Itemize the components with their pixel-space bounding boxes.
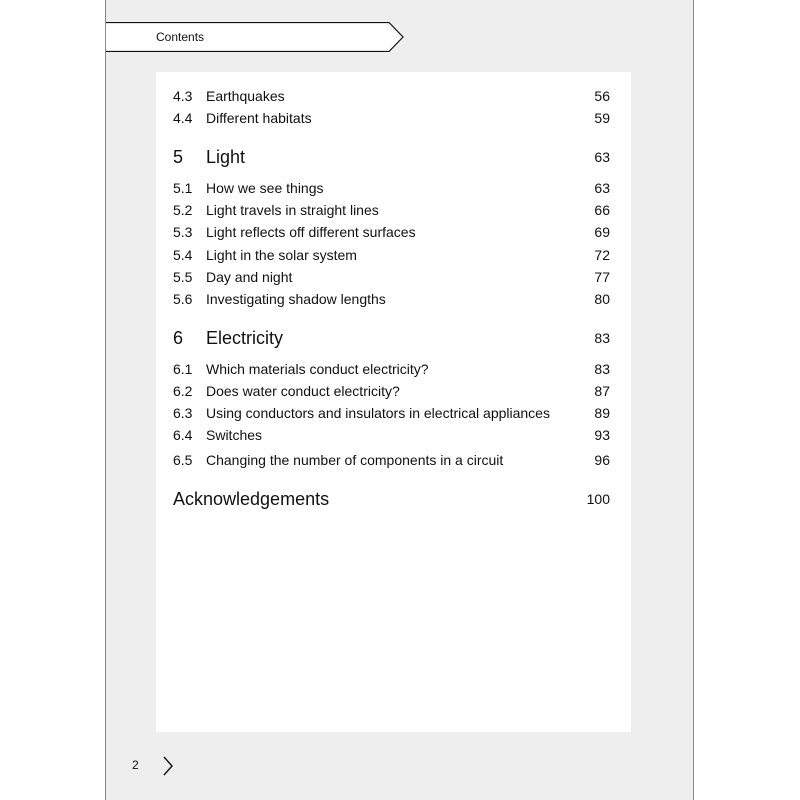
section-page: 69 (594, 224, 610, 240)
section-title: Different habitats (206, 110, 312, 126)
toc-entry[interactable] (173, 267, 610, 287)
section-number: 5.2 (173, 202, 193, 218)
section-page: 66 (594, 202, 610, 218)
chapter-heading-light[interactable] (173, 145, 610, 169)
section-page: 87 (594, 383, 610, 399)
chapter-heading-electricity[interactable] (173, 326, 610, 350)
section-page: 80 (594, 291, 610, 307)
section-number: 5.5 (173, 269, 193, 285)
chapter-title: Electricity (206, 328, 284, 348)
section-page: 72 (594, 247, 610, 263)
tab-arrow-shape (106, 22, 406, 52)
chapter-title: Light (206, 147, 246, 167)
section-number: 6.4 (173, 427, 193, 443)
toc-entry[interactable] (173, 289, 610, 309)
toc-entry[interactable] (173, 222, 610, 242)
section-page: 89 (594, 405, 610, 421)
section-title: Day and night (206, 269, 293, 285)
chapter-page: 83 (594, 330, 610, 346)
footer-page-number: 2 (132, 758, 139, 772)
toc-entry[interactable] (173, 200, 610, 220)
chevron-right-icon[interactable] (161, 755, 175, 777)
toc-entry[interactable] (173, 86, 610, 106)
section-title: Switches (206, 427, 263, 443)
toc-entry[interactable] (173, 450, 610, 470)
toc-entry[interactable] (173, 245, 610, 265)
section-number: 6.2 (173, 383, 193, 399)
section-title: Which materials conduct electricity? (206, 361, 429, 377)
section-title: Changing the number of components in a circuit (206, 452, 504, 468)
acknowledgements-title: Acknowledgements (173, 489, 330, 509)
section-number: 5.4 (173, 247, 193, 263)
section-number: 6.3 (173, 405, 193, 421)
acknowledgements-page: 100 (586, 491, 610, 507)
section-title: Does water conduct electricity? (206, 383, 400, 399)
section-page: 77 (594, 269, 610, 285)
contents-tab[interactable] (106, 22, 406, 52)
section-number: 4.4 (173, 110, 193, 126)
toc-entry[interactable] (173, 108, 610, 128)
section-page: 56 (594, 88, 610, 104)
section-number: 6.5 (173, 452, 193, 468)
section-page: 63 (594, 180, 610, 196)
section-title: Investigating shadow lengths (206, 291, 386, 307)
section-number: 5.6 (173, 291, 193, 307)
toc-entry[interactable] (173, 425, 610, 445)
section-page: 83 (594, 361, 610, 377)
section-title: Using conductors and insulators in electrical appliances (206, 405, 550, 421)
chapter-number: 6 (173, 328, 184, 348)
section-number: 4.3 (173, 88, 193, 104)
section-title: Light in the solar system (206, 247, 357, 263)
chapter-number: 5 (173, 147, 184, 167)
chapter-page: 63 (594, 149, 610, 165)
section-title: Earthquakes (206, 88, 285, 104)
section-page: 59 (594, 110, 610, 126)
contents-tab-label: Contents (156, 30, 205, 44)
toc-panel (156, 72, 631, 732)
section-title: How we see things (206, 180, 324, 196)
section-number: 6.1 (173, 361, 193, 377)
section-title: Light travels in straight lines (206, 202, 379, 218)
acknowledgements-entry[interactable] (173, 487, 610, 511)
section-number: 5.3 (173, 224, 193, 240)
toc-entry[interactable] (173, 403, 610, 423)
section-page: 96 (594, 452, 610, 468)
toc-entry[interactable] (173, 381, 610, 401)
section-number: 5.1 (173, 180, 193, 196)
section-page: 93 (594, 427, 610, 443)
section-title: Light reflects off different surfaces (206, 224, 416, 240)
toc-entry[interactable] (173, 178, 610, 198)
toc-entry[interactable] (173, 359, 610, 379)
